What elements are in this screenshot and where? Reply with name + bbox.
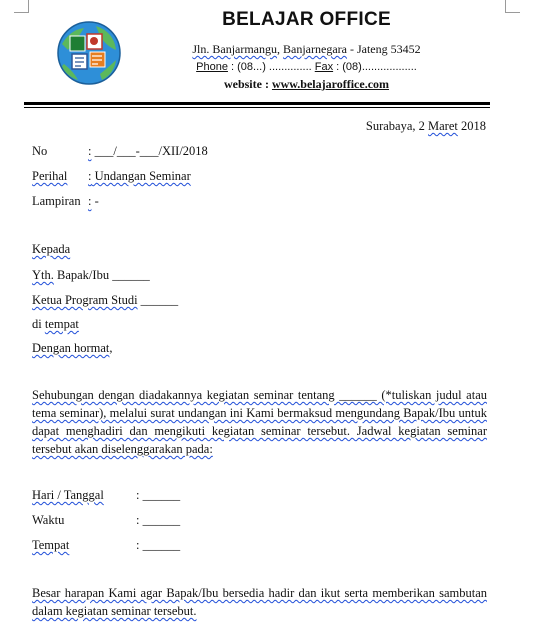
letterhead-divider-thick [24,102,490,105]
letterhead-website: website : www.belajaroffice.com [223,77,390,91]
meta-label-no: No [32,144,48,158]
meta-label-perihal: Perihal [32,169,68,183]
meta-label-lampiran: Lampiran [32,194,81,208]
detail-value-date: : ______ [136,488,181,502]
recipient-name: Yth. Bapak/Ibu ______ [32,268,150,282]
letterhead-address: Jln. Banjarmangu, Banjarnegara - Jateng 53452 [192,42,421,56]
website-link[interactable]: www.belajaroffice.com [271,77,390,91]
salutation: Dengan hormat, [32,341,113,355]
page-corner-mark [505,0,520,13]
detail-value-time: : ______ [136,513,181,527]
letterhead-title: BELAJAR OFFICE [222,9,391,30]
meta-value-no: : ___/___-___/XII/2018 [88,144,208,158]
meta-value-perihal: : Undangan Seminar [88,169,191,183]
meta-value-lampiran: : - [88,194,99,208]
letter-date: Surabaya, 2 Maret 2018 [365,119,486,133]
cut-off-text-line [32,620,487,630]
letterhead-phone-fax: Phone : (08...) .............. Fax : (08).................. [196,61,417,73]
office-globe-logo-icon [56,20,122,86]
page-corner-mark [14,0,29,13]
recipient-to: Kepada [32,242,71,256]
detail-value-place: : ______ [136,538,181,552]
recipient-title: Ketua Program Studi ______ [32,293,179,307]
opening-paragraph: Sehubungan dengan diadakannya kegiatan seminar tentang ______ (*tuliskan judul atau tema seminar), melalui surat undangan ini Kami bermaksud mengundang Bapak/Ibu untuk dapat menghadiri dan mengikuti kegiatan seminar tersebut. Jadwal kegiatan seminar tersebut akan diselenggarakan pada: [32,388,487,456]
letterhead-divider-thin [24,107,490,108]
closing-paragraph: Besar harapan Kami agar Bapak/Ibu bersedia hadir dan ikut serta memberikan sambutan dalam kegiatan seminar tersebut. [32,586,487,618]
detail-label-time: Waktu [32,513,65,527]
detail-label-date: Hari / Tanggal [32,488,104,502]
recipient-place: di tempat [32,317,79,331]
detail-label-place: Tempat [32,538,70,552]
